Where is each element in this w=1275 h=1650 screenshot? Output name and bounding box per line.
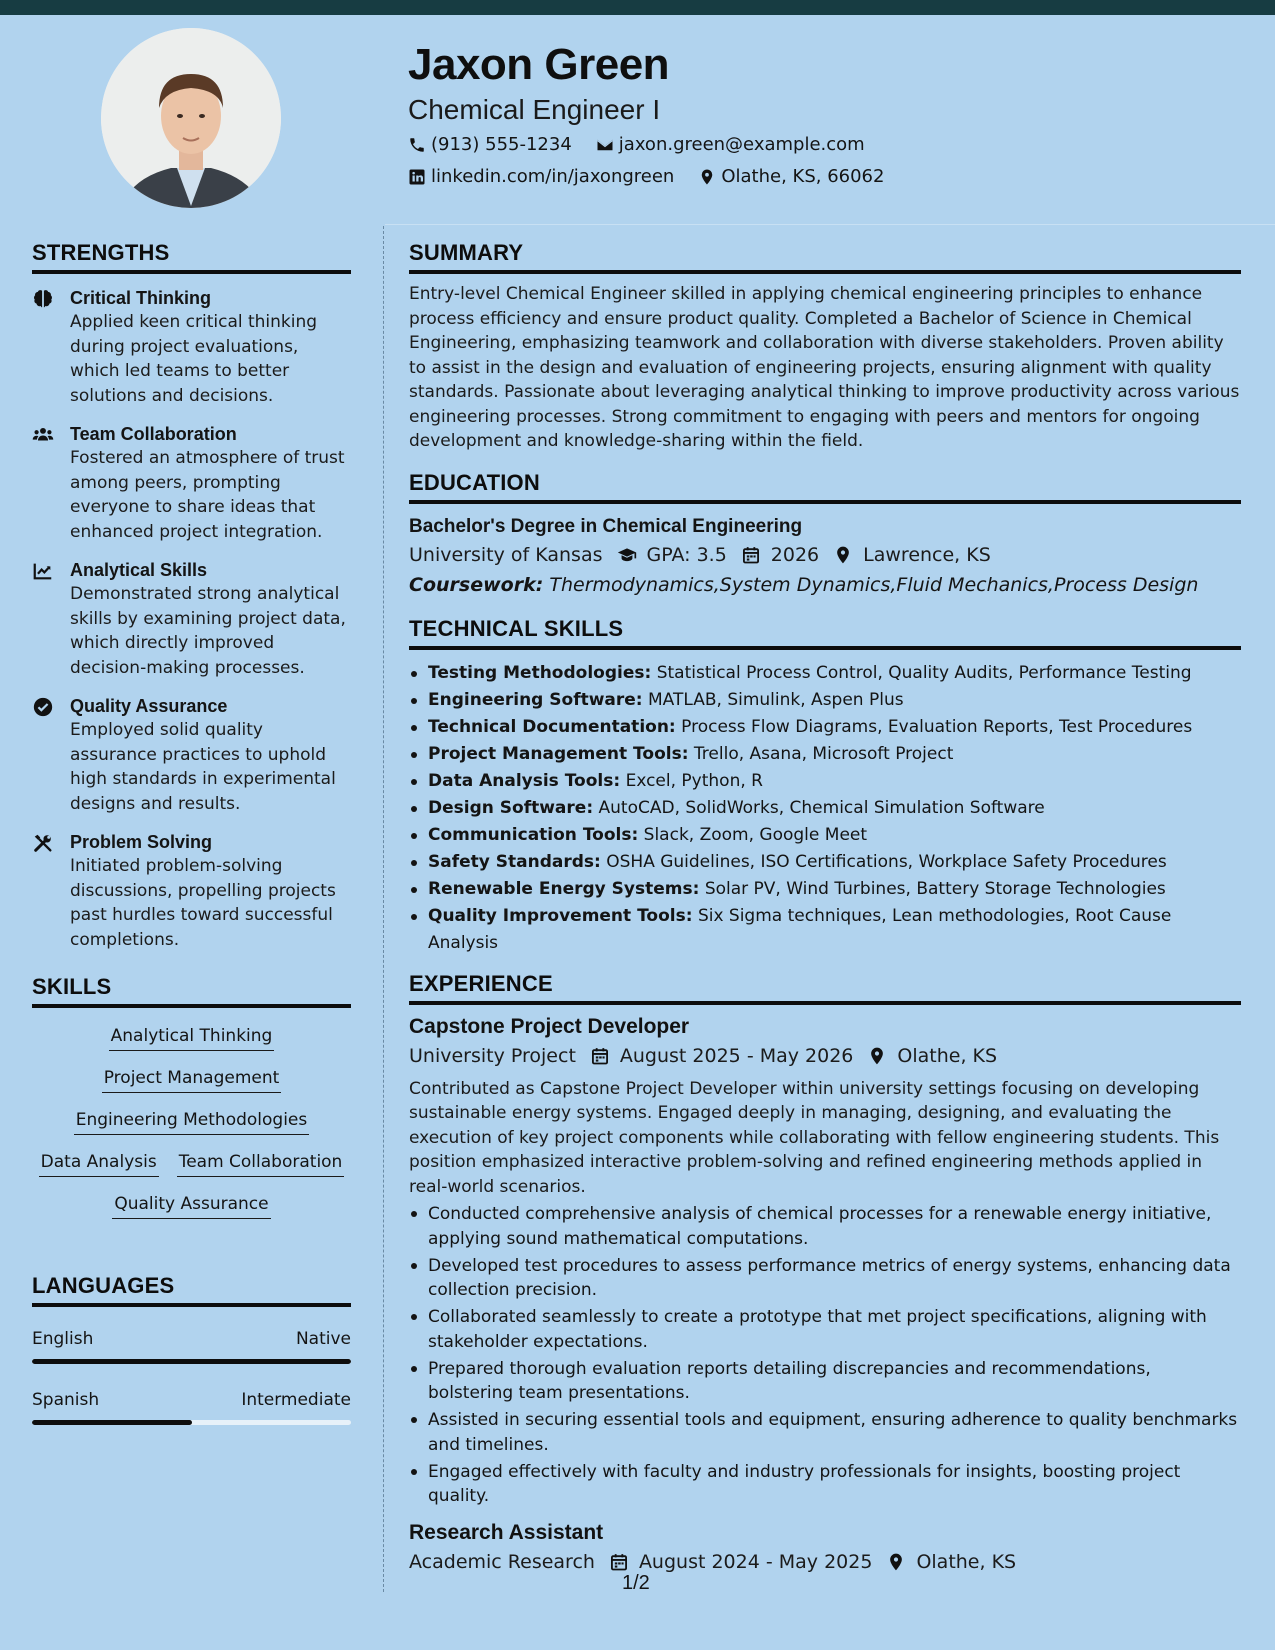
language-item xyxy=(32,1329,351,1364)
languages-section xyxy=(32,1273,351,1425)
language-level: Intermediate xyxy=(241,1390,351,1410)
technical-skills-heading: TECHNICAL SKILLS xyxy=(409,616,1241,650)
skill-tag: Engineering Methodologies xyxy=(74,1108,310,1135)
strength-item xyxy=(32,286,351,408)
map-pin-icon xyxy=(886,1552,906,1572)
skill-tag: Team Collaboration xyxy=(177,1150,345,1177)
technical-skill-item xyxy=(409,714,1241,741)
coursework-label: Coursework: xyxy=(409,573,544,596)
technical-skill-label: Data Analysis Tools: xyxy=(428,770,621,791)
page-number: 1/2 xyxy=(622,1572,650,1594)
strength-title: Problem Solving xyxy=(70,832,213,852)
strength-item xyxy=(32,558,351,680)
experience-title: Research Assistant xyxy=(409,1520,604,1544)
candidate-name: Jaxon Green xyxy=(408,40,670,89)
email-item[interactable] xyxy=(596,134,865,155)
technical-skill-value: Slack, Zoom, Google Meet xyxy=(643,824,868,845)
users-icon xyxy=(32,424,54,446)
strength-item xyxy=(32,694,351,816)
gpa: GPA: 3.5 xyxy=(646,543,727,566)
technical-skills-list xyxy=(409,660,1241,957)
language-name: English xyxy=(32,1329,94,1349)
education-section xyxy=(409,470,1241,596)
technical-skill-label: Testing Methodologies: xyxy=(428,662,652,683)
experience-title: Capstone Project Developer xyxy=(409,1014,690,1038)
technical-skill-value: Six Sigma techniques, Lean methodologies, Root Cause Analysis xyxy=(428,905,1172,953)
language-proficiency-fill xyxy=(32,1359,351,1364)
experience-meta xyxy=(409,1551,1241,1573)
experience-bullet: Developed test procedures to assess performance metrics of energy systems, enhancing data collection precision. xyxy=(409,1254,1241,1303)
experience-org: University Project xyxy=(409,1044,576,1067)
strength-description: Demonstrated strong analytical skills by examining project data, which directly improved decision-making processes. xyxy=(70,584,346,678)
strengths-heading: STRENGTHS xyxy=(32,240,351,274)
experience-bullet: Conducted comprehensive analysis of chemical processes for a renewable energy initiative, applying sound mathematical computations. xyxy=(409,1202,1241,1251)
envelope-icon xyxy=(596,136,614,154)
skill-tag: Analytical Thinking xyxy=(109,1024,275,1051)
strength-description: Employed solid quality assurance practices to uphold high standards in experimental designs and results. xyxy=(70,720,336,814)
strength-description: Fostered an atmosphere of trust among peers, prompting everyone to share ideas that enhanced project integration. xyxy=(70,448,345,542)
technical-skill-value: Process Flow Diagrams, Evaluation Reports, Test Procedures xyxy=(681,716,1193,737)
education-heading: EDUCATION xyxy=(409,470,1241,504)
email-text: jaxon.green@example.com xyxy=(618,134,865,155)
technical-skill-value: AutoCAD, SolidWorks, Chemical Simulation Software xyxy=(598,797,1045,818)
language-proficiency-bar xyxy=(32,1359,351,1364)
experience-location: Olathe, KS xyxy=(916,1550,1017,1573)
linkedin-item[interactable] xyxy=(408,166,674,187)
phone-text: (913) 555-1234 xyxy=(431,134,572,155)
linkedin-text: linkedin.com/in/jaxongreen xyxy=(431,166,675,187)
location-text: Olathe, KS, 66062 xyxy=(721,166,885,187)
technical-skill-value: Statistical Process Control, Quality Audits, Performance Testing xyxy=(656,662,1192,683)
strengths-section xyxy=(32,240,351,952)
contact-row-2 xyxy=(408,166,884,187)
language-proficiency-bar xyxy=(32,1420,351,1425)
experience-entry xyxy=(409,1521,1241,1573)
strength-title: Team Collaboration xyxy=(70,424,237,444)
calendar-icon xyxy=(590,1046,610,1066)
experience-org: Academic Research xyxy=(409,1550,595,1573)
experience-dates: August 2025 - May 2026 xyxy=(619,1044,854,1067)
technical-skill-label: Renewable Energy Systems: xyxy=(428,878,700,899)
graduation-year: 2026 xyxy=(770,543,820,566)
skills-section xyxy=(32,974,351,1219)
strength-description: Initiated problem-solving discussions, propelling projects past hurdles toward successful completions. xyxy=(70,856,336,950)
experience-meta xyxy=(409,1045,1241,1067)
chart-line-icon xyxy=(32,560,54,582)
phone-icon xyxy=(408,136,426,154)
strength-title: Analytical Skills xyxy=(70,560,208,580)
job-title: Chemical Engineer I xyxy=(408,94,661,125)
degree-title: Bachelor's Degree in Chemical Engineering xyxy=(409,515,803,537)
education-meta xyxy=(409,544,1241,566)
summary-text: Entry-level Chemical Engineer skilled in applying chemical engineering principles to enhance process efficiency and ensure product quality. Completed a Bachelor of Science in Chemical Engineering, emphasizing teamwork and collaboration with diverse stakeholders. Proven ability to assist in the design and evaluation of engineering projects, ensuring alignment with quality standards. Passionate about leveraging analytical thinking to improve productivity across various engineering processes. Strong commitment to engaging with peers and mentors for ongoing development and knowledge-sharing within the field. xyxy=(409,284,1240,451)
technical-skill-value: OSHA Guidelines, ISO Certifications, Workplace Safety Procedures xyxy=(606,851,1167,872)
technical-skill-value: MATLAB, Simulink, Aspen Plus xyxy=(648,689,904,710)
languages-heading: LANGUAGES xyxy=(32,1273,351,1307)
experience-heading: EXPERIENCE xyxy=(409,971,1241,1005)
phone-item[interactable] xyxy=(408,134,572,155)
technical-skill-label: Safety Standards: xyxy=(428,851,601,872)
strength-item xyxy=(32,830,351,952)
technical-skill-item xyxy=(409,768,1241,795)
calendar-icon xyxy=(741,545,761,565)
school-name: University of Kansas xyxy=(409,543,603,566)
skills-heading: SKILLS xyxy=(32,974,351,1008)
top-accent-bar xyxy=(0,0,1275,15)
map-pin-icon xyxy=(867,1046,887,1066)
graduation-cap-icon xyxy=(617,545,637,565)
technical-skill-item xyxy=(409,822,1241,849)
strength-title: Quality Assurance xyxy=(70,696,228,716)
technical-skill-item xyxy=(409,795,1241,822)
summary-heading: SUMMARY xyxy=(409,240,1241,274)
linkedin-icon xyxy=(408,168,426,186)
left-column xyxy=(32,240,351,1425)
experience-bullets xyxy=(409,1202,1241,1509)
brain-icon xyxy=(32,288,54,310)
contact-row-1 xyxy=(408,134,865,155)
technical-skill-value: Excel, Python, R xyxy=(625,770,763,791)
calendar-icon xyxy=(609,1552,629,1572)
strength-title: Critical Thinking xyxy=(70,288,212,308)
skill-tag: Data Analysis xyxy=(39,1150,159,1177)
coursework-list: Thermodynamics,System Dynamics,Fluid Mechanics,Process Design xyxy=(549,573,1199,596)
technical-skill-label: Quality Improvement Tools: xyxy=(428,905,693,926)
technical-skill-label: Engineering Software: xyxy=(428,689,643,710)
technical-skill-label: Communication Tools: xyxy=(428,824,639,845)
strength-item xyxy=(32,422,351,544)
technical-skill-item xyxy=(409,876,1241,903)
skill-tag: Quality Assurance xyxy=(112,1192,270,1219)
technical-skill-item xyxy=(409,660,1241,687)
school-location: Lawrence, KS xyxy=(863,543,991,566)
experience-entry xyxy=(409,1015,1241,1509)
map-pin-icon xyxy=(698,168,716,186)
technical-skill-value: Trello, Asana, Microsoft Project xyxy=(693,743,954,764)
technical-skill-label: Project Management Tools: xyxy=(428,743,689,764)
experience-description: Contributed as Capstone Project Developer within university settings focusing on developing sustainable energy systems. Engaged deeply in managing, designing, and evaluating the execution of key project components while collaborating with fellow engineering students. This position emphasized interactive problem-solving and refined engineering methods applied in real-world scenarios. xyxy=(409,1078,1220,1197)
language-proficiency-fill xyxy=(32,1420,192,1425)
experience-location: Olathe, KS xyxy=(897,1044,998,1067)
experience-dates: August 2024 - May 2025 xyxy=(638,1550,873,1573)
language-level: Native xyxy=(295,1329,351,1349)
technical-skill-label: Technical Documentation: xyxy=(428,716,676,737)
experience-bullet: Engaged effectively with faculty and industry professionals for insights, boosting project quality. xyxy=(409,1460,1241,1509)
technical-skill-label: Design Software: xyxy=(428,797,594,818)
experience-bullet: Assisted in securing essential tools and equipment, ensuring adherence to quality benchmarks and timelines. xyxy=(409,1408,1241,1457)
technical-skill-item xyxy=(409,687,1241,714)
experience-bullet: Prepared thorough evaluation reports detailing discrepancies and recommendations, bolstering team presentations. xyxy=(409,1357,1241,1406)
technical-skill-value: Solar PV, Wind Turbines, Battery Storage Technologies xyxy=(704,878,1166,899)
header-divider xyxy=(385,224,1275,225)
location-item xyxy=(698,166,884,187)
technical-skills-section xyxy=(409,616,1241,957)
experience-section xyxy=(409,971,1241,1573)
map-pin-icon xyxy=(833,545,853,565)
avatar xyxy=(101,28,281,208)
skill-tag: Project Management xyxy=(102,1066,282,1093)
check-circle-icon xyxy=(32,696,54,718)
language-name: Spanish xyxy=(32,1390,100,1410)
tools-icon xyxy=(32,832,54,854)
coursework-line xyxy=(409,574,1241,596)
language-item xyxy=(32,1390,351,1425)
column-divider xyxy=(383,226,384,1592)
experience-bullet: Collaborated seamlessly to create a prototype that met project specifications, aligning with stakeholder expectations. xyxy=(409,1305,1241,1354)
technical-skill-item xyxy=(409,741,1241,768)
technical-skill-item xyxy=(409,903,1241,957)
summary-section xyxy=(409,240,1241,454)
strength-description: Applied keen critical thinking during project evaluations, which led teams to better solutions and decisions. xyxy=(70,312,318,406)
right-column xyxy=(409,240,1241,1573)
technical-skill-item xyxy=(409,849,1241,876)
